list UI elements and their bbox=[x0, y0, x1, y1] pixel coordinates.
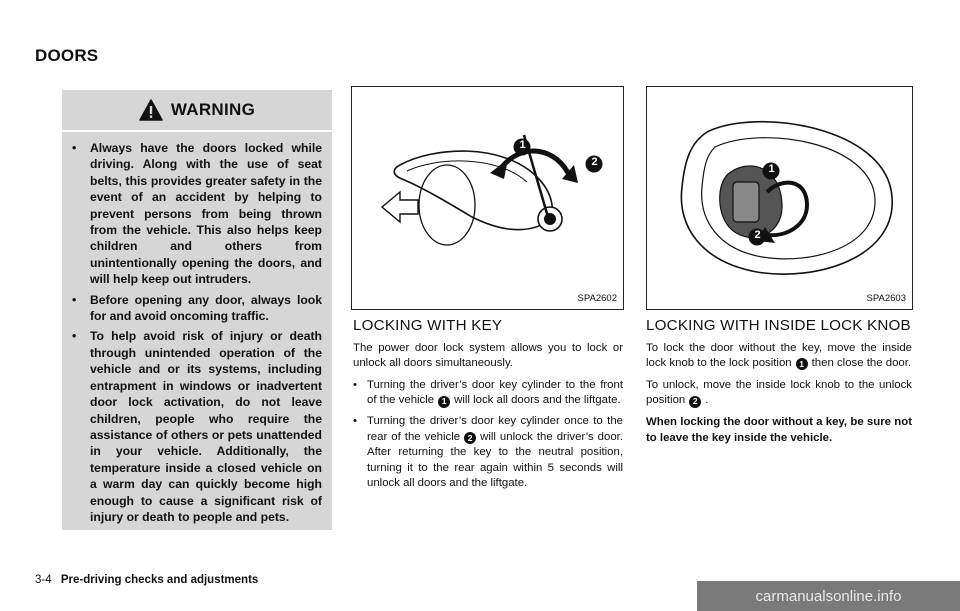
warning-item bbox=[72, 292, 322, 325]
paragraph-text: To lock the door without the key, move the inside lock knob to the lock position bbox=[646, 341, 912, 370]
figure-door-key bbox=[351, 86, 624, 310]
figure-lock-knob bbox=[646, 86, 913, 310]
bullet: • bbox=[72, 141, 77, 155]
inside-lock-knob-illustration bbox=[647, 87, 912, 309]
intro-paragraph: The power door lock system allows you to lock or unlock all doors simultaneously. bbox=[353, 341, 623, 370]
page-footer bbox=[35, 574, 258, 586]
bullet: • bbox=[353, 378, 357, 391]
item-text: Turning the driver’s door key cylinder to the front of the vehicle bbox=[367, 378, 623, 407]
section-title: DOORS bbox=[35, 46, 99, 65]
figure2-marker-1: 1 bbox=[768, 163, 775, 175]
figure-code: SPA2603 bbox=[866, 293, 906, 304]
watermark: carmanualsonline.info bbox=[697, 581, 960, 611]
item-text: Turning the driver’s door key cylinder once to the rear of the vehicle bbox=[367, 414, 623, 443]
warning-triangle-icon bbox=[139, 99, 163, 121]
bullet: • bbox=[72, 292, 77, 307]
item-text: will unlock the driver’s door. After returning the key to the neutral position, turning it to the rear again within 5 seconds will unlock all doors and the liftgate. bbox=[367, 430, 623, 490]
footer-section: Pre-driving checks and adjustments bbox=[60, 574, 259, 586]
section-heading: LOCKING WITH INSIDE LOCK KNOB bbox=[646, 317, 911, 334]
paragraph-text: then close the door. bbox=[811, 357, 912, 370]
section-heading: LOCKING WITH KEY bbox=[353, 317, 503, 334]
figure-code: SPA2602 bbox=[577, 293, 617, 304]
marker-badge: 1 bbox=[438, 396, 450, 408]
door-handle-key-illustration bbox=[352, 87, 623, 309]
bullet: • bbox=[72, 329, 77, 344]
warning-header bbox=[62, 90, 332, 132]
paragraph-text: To unlock, move the inside lock knob to the unlock position bbox=[646, 378, 912, 407]
marker-badge: 2 bbox=[689, 396, 701, 408]
warning-item-text: To help avoid risk of injury or death through unintended operation of the vehicle and or its systems, including entrapment in windows or inadvertent door lock activation, do not leave children, people who require the assistance of others or pets unattended in your vehicle. Additionally, the temperature inside a closed vehicle on a warm day can quickly become high enough to cause a significant risk of injury or death to people and pets. bbox=[90, 329, 322, 524]
locking-with-key-section bbox=[353, 318, 623, 497]
page-number: 3-4 bbox=[35, 574, 52, 586]
warning-box bbox=[62, 90, 332, 530]
list-item bbox=[353, 414, 623, 492]
figure1-marker-1: 1 bbox=[519, 139, 526, 151]
paragraph-text: . bbox=[705, 394, 709, 407]
figure2-marker-2: 2 bbox=[754, 229, 761, 241]
warning-item-text: Before opening any door, always look for and avoid oncoming traffic. bbox=[90, 292, 322, 324]
warning-item-text: Always have the doors locked while driving. Along with the use of seat belts, this provides greater safety in the event of an accident by helping to prevent persons from being thrown from the vehicle. This also helps keep children and others from unintentionally opening the doors, and will help keep out intruders. bbox=[90, 141, 322, 287]
list-item bbox=[353, 378, 623, 409]
warning-title: WARNING bbox=[170, 100, 256, 119]
locking-with-inside-knob-section bbox=[646, 318, 912, 452]
paragraph bbox=[646, 378, 912, 409]
paragraph bbox=[646, 341, 912, 372]
warning-list bbox=[62, 132, 332, 525]
warning-item bbox=[72, 140, 322, 288]
key-warning-paragraph: When locking the door without a key, be sure not to leave the key inside the vehicle. bbox=[646, 415, 912, 444]
warning-item bbox=[72, 328, 322, 525]
marker-badge: 2 bbox=[464, 432, 476, 444]
figure1-marker-2: 2 bbox=[591, 156, 598, 168]
marker-badge: 1 bbox=[796, 358, 808, 370]
bullet: • bbox=[353, 414, 357, 427]
item-text: will lock all doors and the liftgate. bbox=[454, 394, 621, 407]
bullet-list bbox=[353, 378, 623, 492]
